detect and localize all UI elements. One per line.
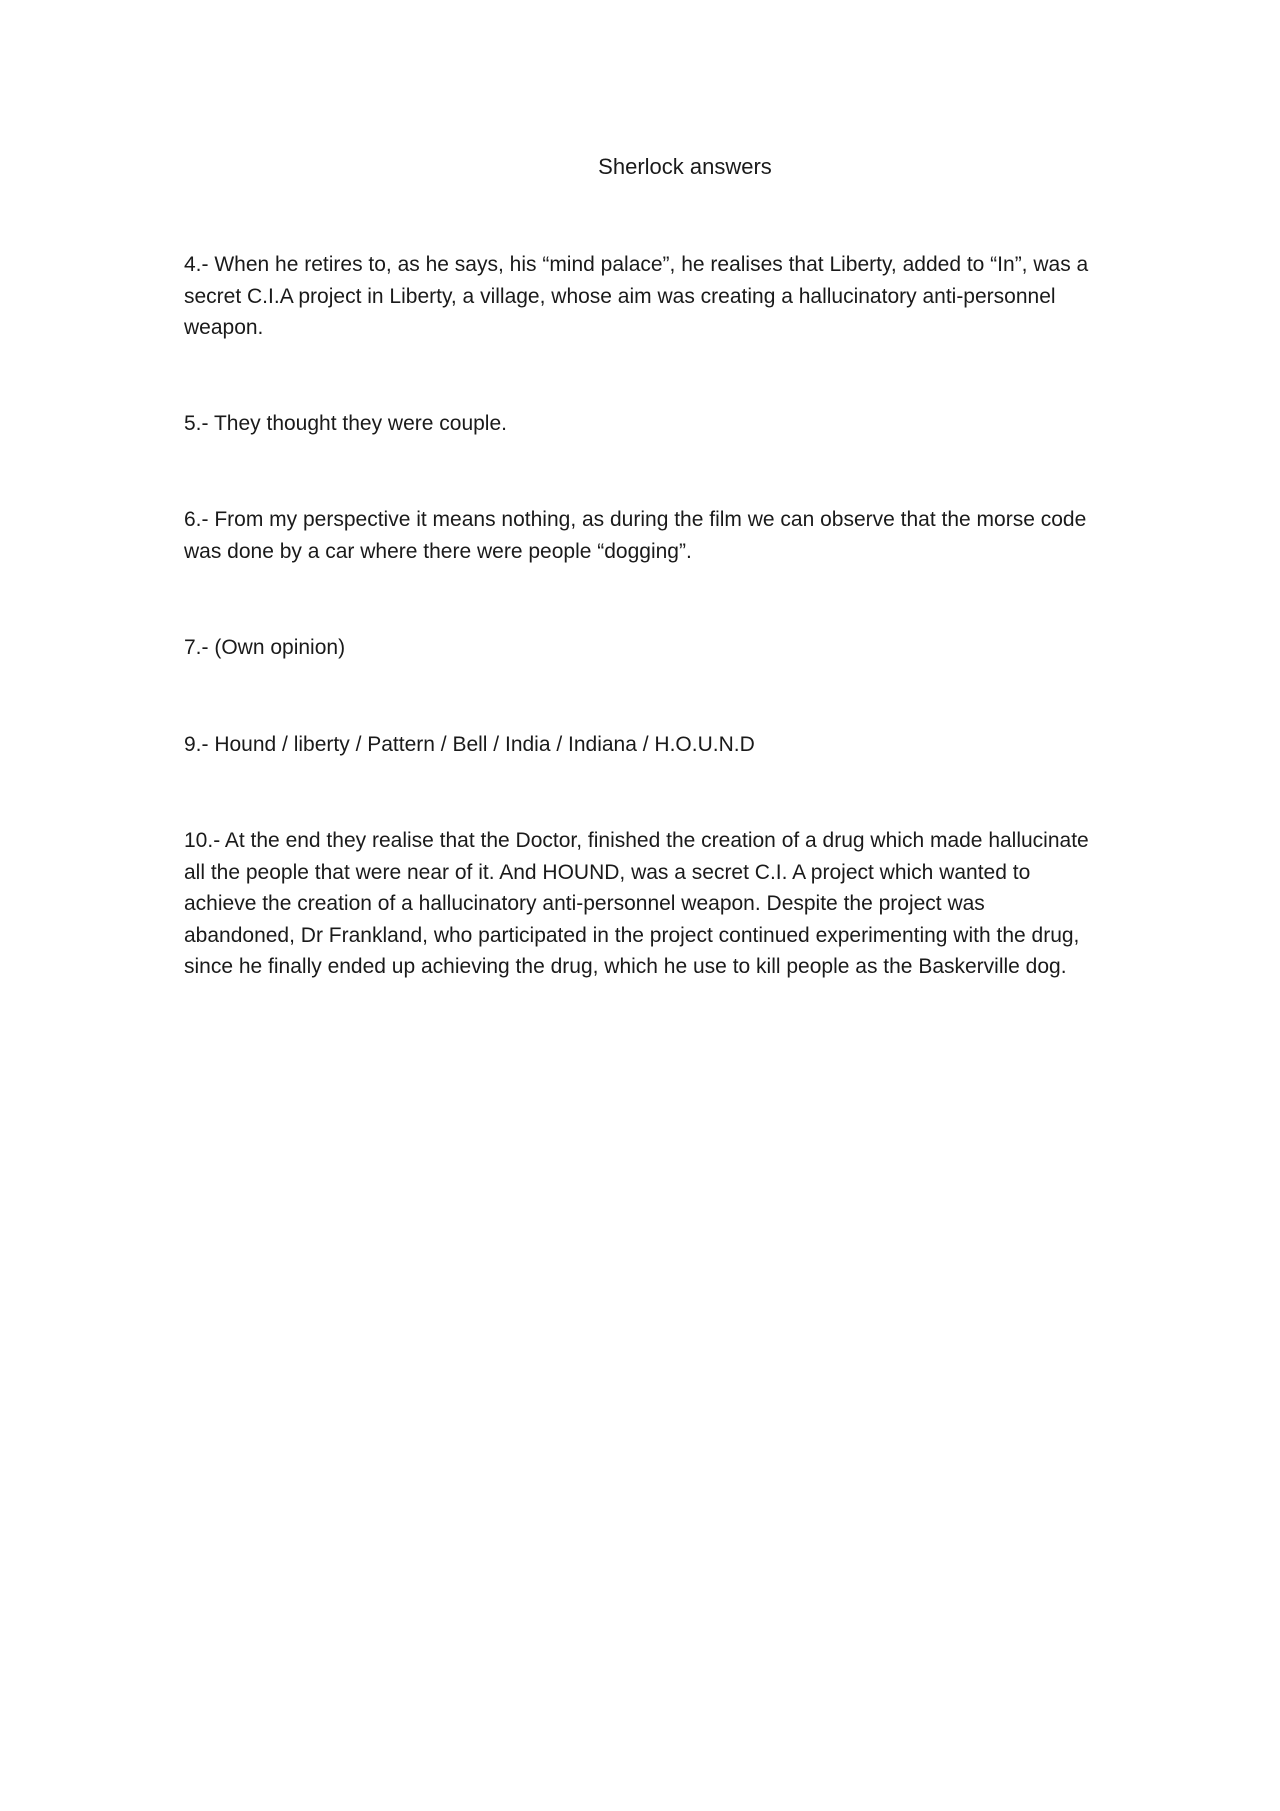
answer-4: 4.- When he retires to, as he says, his “mind palace”, he realises that Liberty, added to “In”, was a secret C.I.A project in Liberty, a village, whose aim was creating a hallucinatory anti-personnel weapon. (184, 253, 1089, 339)
answer-6: 6.- From my perspective it means nothing, as during the film we can observe that the morse code was done by a car where there were people “dogging”. (184, 508, 1087, 563)
answer-5: 5.- They thought they were couple. (184, 411, 507, 435)
document-title: Sherlock answers (598, 154, 772, 179)
answer-9: 9.- Hound / liberty / Pattern / Bell / India / Indiana / H.O.U.N.D (184, 732, 755, 756)
answer-7: 7.- (Own opinion) (184, 636, 346, 659)
answers-list (184, 249, 1094, 983)
answer-10: 10.- At the end they realise that the Doctor, finished the creation of a drug which made hallucinate all the people that were near of it. And HOUND, was a secret C.I. A project which wanted to achieve the creation of a hallucinatory anti-personnel weapon. Despite the project was abandoned, Dr Frankland, who participated in the project continued experimenting with the drug, since he finally ended up achieving the drug, which he use to kill people as the Baskerville dog. (184, 829, 1089, 978)
